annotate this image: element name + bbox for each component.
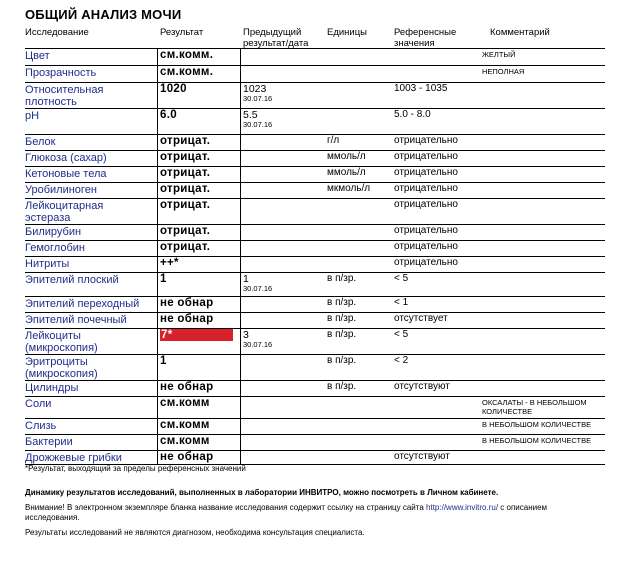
table-row bbox=[25, 328, 605, 355]
header-previous bbox=[243, 27, 308, 49]
result-value: отрицат. bbox=[160, 167, 211, 179]
table-row bbox=[25, 224, 605, 241]
personal-account-note: Динамику результатов исследований, выполненных в лаборатории ИНВИТРО, можно посмотреть в Личном кабинете. bbox=[25, 488, 499, 497]
test-name-line: Белок bbox=[25, 136, 56, 148]
table-row bbox=[25, 182, 605, 199]
test-name bbox=[25, 50, 157, 62]
reference-range: 1003 - 1035 bbox=[394, 83, 448, 94]
result-value: отрицат. bbox=[160, 135, 211, 147]
units: мкмоль/л bbox=[327, 183, 371, 194]
reference-range: < 5 bbox=[394, 273, 409, 284]
header-reference bbox=[394, 27, 456, 49]
table-row bbox=[25, 354, 605, 381]
table-row bbox=[25, 450, 605, 465]
previous-value: 1023 bbox=[243, 83, 267, 95]
test-name-line: Эпителий почечный bbox=[25, 314, 127, 326]
test-name bbox=[25, 330, 157, 354]
reference-range: отрицательно bbox=[394, 241, 458, 252]
header-previous-line1: Предыдущий bbox=[243, 27, 302, 38]
comment-line: ЖЕЛТЫЙ bbox=[482, 50, 516, 59]
table-row bbox=[25, 166, 605, 183]
result-value: см.комм. bbox=[160, 49, 214, 61]
units: в п/зр. bbox=[327, 297, 357, 308]
test-name-line: плотность bbox=[25, 96, 77, 108]
test-name bbox=[25, 168, 157, 180]
reference-range: 5.0 - 8.0 bbox=[394, 109, 431, 120]
previous-date: 30.07.16 bbox=[243, 120, 273, 129]
header-previous-line2: результат/дата bbox=[243, 38, 309, 49]
table-row bbox=[25, 240, 605, 257]
test-name-line: Лейкоциты bbox=[25, 330, 81, 342]
test-name bbox=[25, 356, 157, 380]
comment bbox=[482, 398, 605, 416]
table-row bbox=[25, 198, 605, 225]
test-name-line: Гемоглобин bbox=[25, 242, 85, 254]
units: ммоль/л bbox=[327, 167, 366, 178]
comment-line: В НЕБОЛЬШОМ КОЛИЧЕСТВЕ bbox=[482, 420, 592, 429]
link-notice-prefix: Внимание! В электронном экземпляре бланка название исследования содержит ссылку на страницу сайта bbox=[25, 503, 427, 512]
comment bbox=[482, 67, 605, 76]
header-result: Результат bbox=[160, 27, 204, 38]
test-name-line: Цвет bbox=[25, 50, 50, 62]
result-value: см.комм bbox=[160, 419, 210, 431]
column-separator bbox=[240, 48, 241, 464]
reference-range: отрицательно bbox=[394, 135, 458, 146]
test-name bbox=[25, 258, 157, 270]
comment bbox=[482, 436, 605, 445]
previous-result bbox=[243, 109, 272, 129]
previous-value: 5.5 bbox=[243, 109, 258, 121]
header-comment: Комментарий bbox=[490, 27, 550, 38]
test-name-line: Лейкоцитарная bbox=[25, 200, 104, 212]
units: в п/зр. bbox=[327, 273, 357, 284]
reference-range: отсутствуют bbox=[394, 451, 450, 462]
table-row bbox=[25, 296, 605, 313]
result-value: отрицат. bbox=[160, 183, 211, 195]
table-row bbox=[25, 65, 605, 83]
reference-range: < 1 bbox=[394, 297, 409, 308]
test-name-line: Кетоновые тела bbox=[25, 168, 107, 180]
reference-range: отсутствуют bbox=[394, 381, 450, 392]
header-test: Исследование bbox=[25, 27, 89, 38]
previous-date: 30.07.16 bbox=[243, 284, 273, 293]
test-name-line: (микроскопия) bbox=[25, 342, 98, 354]
test-name-line: Цилиндры bbox=[25, 382, 79, 394]
units: в п/зр. bbox=[327, 329, 357, 340]
reference-range: отрицательно bbox=[394, 151, 458, 162]
result-value-flagged: 7* bbox=[160, 329, 233, 341]
reference-range: отрицательно bbox=[394, 225, 458, 236]
table-row bbox=[25, 312, 605, 329]
previous-result bbox=[243, 329, 272, 349]
table-row bbox=[25, 396, 605, 419]
report-title: ОБЩИЙ АНАЛИЗ МОЧИ bbox=[25, 7, 182, 22]
table-row bbox=[25, 48, 605, 66]
column-separator bbox=[157, 48, 158, 464]
result-value: отрицат. bbox=[160, 241, 211, 253]
comment-line: КОЛИЧЕСТВЕ bbox=[482, 407, 533, 416]
test-name-line: Бактерии bbox=[25, 436, 73, 448]
result-value: 6.0 bbox=[160, 109, 177, 121]
test-name-line: Глюкоза (сахар) bbox=[25, 152, 107, 164]
previous-value: 3 bbox=[243, 329, 249, 341]
units: г/л bbox=[327, 135, 340, 146]
result-value: отрицат. bbox=[160, 199, 211, 211]
reference-range: отрицательно bbox=[394, 257, 458, 268]
units: ммоль/л bbox=[327, 151, 366, 162]
test-name bbox=[25, 436, 157, 448]
reference-range: отсутствует bbox=[394, 313, 448, 324]
table-row bbox=[25, 256, 605, 273]
comment bbox=[482, 420, 605, 429]
table-row bbox=[25, 150, 605, 167]
previous-result bbox=[243, 83, 272, 103]
result-value: 1 bbox=[160, 273, 167, 285]
test-name bbox=[25, 110, 157, 122]
test-name bbox=[25, 242, 157, 254]
units: в п/зр. bbox=[327, 355, 357, 366]
table-row bbox=[25, 380, 605, 397]
reference-range: отрицательно bbox=[394, 199, 458, 210]
reference-range: отрицательно bbox=[394, 167, 458, 178]
result-value: 1 bbox=[160, 355, 167, 367]
test-name bbox=[25, 84, 157, 108]
test-name bbox=[25, 398, 157, 410]
table-row bbox=[25, 134, 605, 151]
test-name bbox=[25, 314, 157, 326]
comment bbox=[482, 50, 605, 59]
test-name bbox=[25, 382, 157, 394]
invitro-link[interactable]: http://www.invitro.ru/ bbox=[426, 503, 499, 512]
result-value: отрицат. bbox=[160, 225, 211, 237]
test-name-line: Эпителий плоский bbox=[25, 274, 119, 286]
reference-range: отрицательно bbox=[394, 183, 458, 194]
table-row bbox=[25, 272, 605, 297]
test-name bbox=[25, 184, 157, 196]
test-name bbox=[25, 274, 157, 286]
units: в п/зр. bbox=[327, 313, 357, 324]
test-name-line: Дрожжевые грибки bbox=[25, 452, 122, 464]
test-name bbox=[25, 67, 157, 79]
previous-date: 30.07.16 bbox=[243, 340, 273, 349]
units: в п/зр. bbox=[327, 381, 357, 392]
table-row bbox=[25, 418, 605, 435]
previous-date: 30.07.16 bbox=[243, 94, 273, 103]
test-name bbox=[25, 452, 157, 464]
test-name-line: pH bbox=[25, 110, 40, 122]
reference-range: < 2 bbox=[394, 355, 409, 366]
test-name-line: Относительная bbox=[25, 84, 104, 96]
test-name-line: Эритроциты bbox=[25, 356, 88, 368]
result-value: см.комм bbox=[160, 435, 210, 447]
test-name-line: эстераза bbox=[25, 212, 71, 224]
link-notice bbox=[25, 503, 600, 523]
result-value: не обнар bbox=[160, 313, 214, 325]
result-value: 1020 bbox=[160, 83, 187, 95]
result-value: не обнар bbox=[160, 451, 214, 463]
test-name bbox=[25, 152, 157, 164]
table-row bbox=[25, 434, 605, 451]
test-name-line: (микроскопия) bbox=[25, 368, 98, 380]
result-value: не обнар bbox=[160, 381, 214, 393]
comment-line: НЕПОЛНАЯ bbox=[482, 67, 525, 76]
result-value: не обнар bbox=[160, 297, 214, 309]
header-reference-line2: значения bbox=[394, 38, 435, 49]
test-name-line: Уробилиноген bbox=[25, 184, 97, 196]
result-value: см.комм. bbox=[160, 66, 214, 78]
table-row bbox=[25, 108, 605, 135]
result-value: отрицат. bbox=[160, 151, 211, 163]
previous-result bbox=[243, 273, 272, 293]
reference-range: < 5 bbox=[394, 329, 409, 340]
table-row bbox=[25, 82, 605, 109]
result-value: см.комм bbox=[160, 397, 210, 409]
test-name bbox=[25, 136, 157, 148]
test-name bbox=[25, 420, 157, 432]
test-name-line: Нитриты bbox=[25, 258, 70, 270]
previous-value: 1 bbox=[243, 273, 249, 285]
test-name bbox=[25, 226, 157, 238]
test-name-line: Слизь bbox=[25, 420, 57, 432]
test-name bbox=[25, 298, 157, 310]
result-value: ++* bbox=[160, 257, 179, 269]
header-units: Единицы bbox=[327, 27, 368, 38]
comment-line: В НЕБОЛЬШОМ КОЛИЧЕСТВЕ bbox=[482, 436, 592, 445]
test-name-line: Прозрачность bbox=[25, 67, 97, 79]
footnote: *Результат, выходящий за пределы референсных значений bbox=[25, 464, 246, 473]
test-name-line: Билирубин bbox=[25, 226, 82, 238]
test-name-line: Соли bbox=[25, 398, 52, 410]
comment-line: ОКСАЛАТЫ - В НЕБОЛЬШОМ bbox=[482, 398, 587, 407]
test-name bbox=[25, 200, 157, 224]
link-notice-suffix: с описанием исследования. bbox=[25, 503, 548, 522]
disclaimer: Результаты исследований не являются диагнозом, необходима консультация специалиста. bbox=[25, 528, 365, 537]
header-reference-line1: Референсные bbox=[394, 27, 457, 38]
test-name-line: Эпителий переходный bbox=[25, 298, 140, 310]
